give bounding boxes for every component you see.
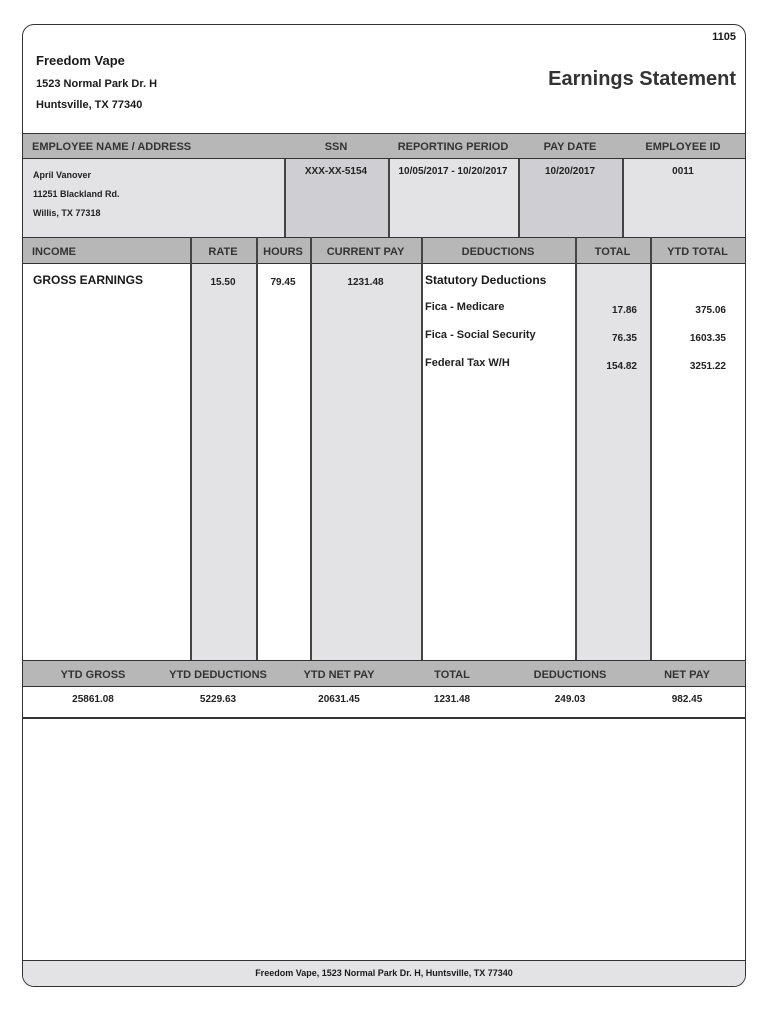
header-net-pay: NET PAY [664,669,710,681]
deduction-label: Federal Tax W/H [425,357,510,369]
deduction-label: Fica - Medicare [425,301,505,313]
header-rate: RATE [208,246,238,258]
header-ytd-total: YTD TOTAL [667,246,728,258]
header-pay-date: PAY DATE [543,141,597,153]
divider [650,237,652,660]
total-column [575,264,650,660]
company-address-line2: Huntsville, TX 77340 [36,99,143,111]
header-ytd-deductions: YTD DEDUCTIONS [169,669,267,681]
deduction-ytd: 375.06 [695,305,726,316]
net-pay-value: 982.45 [671,694,703,705]
company-name: Freedom Vape [36,53,125,68]
rate-column [190,264,256,660]
summary-deductions-value: 249.03 [554,694,586,705]
statement-title: Earnings Statement [548,68,736,90]
deduction-total: 17.86 [611,305,637,316]
deductions-section-title: Statutory Deductions [425,273,547,287]
doc-number: 1105 [712,31,736,43]
header-employee-id: EMPLOYEE ID [645,141,721,153]
deduction-ytd: 1603.35 [689,333,726,344]
header-current-pay: CURRENT PAY [326,246,405,258]
income-current-pay: 1231.48 [347,277,384,288]
income-label: GROSS EARNINGS [33,273,144,287]
divider [310,237,312,660]
divider [575,237,577,660]
header-deductions: DEDUCTIONS [461,246,535,258]
header-name-address: EMPLOYEE NAME / ADDRESS [32,141,192,153]
ytd-gross-value: 25861.08 [72,694,114,705]
header-hours: HOURS [263,246,303,258]
employee-reporting-period: 10/05/2017 - 10/20/2017 [398,166,508,177]
income-rate: 15.50 [210,277,236,288]
footer-address: Freedom Vape, 1523 Normal Park Dr. H, Huntsville, TX 77340 [255,968,513,978]
employee-address-line1: 11251 Blackland Rd. [33,189,120,199]
employee-id: 0011 [672,166,694,177]
divider [256,237,258,660]
summary-total-value: 1231.48 [433,694,471,705]
employee-address-line2: Willis, TX 77318 [33,208,101,218]
header-ssn: SSN [324,141,348,153]
header-ytd-net-pay: YTD NET PAY [303,669,375,681]
ytd-net-pay-value: 20631.45 [318,694,360,705]
company-address-line1: 1523 Normal Park Dr. H [36,78,158,90]
header-reporting-period: REPORTING PERIOD [397,141,509,153]
header-ytd-gross: YTD GROSS [60,669,126,681]
income-hours: 79.45 [270,277,296,288]
header-summary-deductions: DEDUCTIONS [533,669,607,681]
divider [190,237,192,660]
deduction-ytd: 3251.22 [689,361,726,372]
divider [421,237,423,660]
deduction-total: 76.35 [611,333,637,344]
summary-divider [23,717,745,719]
ytd-deductions-value: 5229.63 [199,694,237,705]
header-summary-total: TOTAL [434,669,470,681]
header-total: TOTAL [594,246,631,258]
header-income: INCOME [32,246,76,258]
employee-name: April Vanover [33,170,92,180]
employee-ssn: XXX-XX-5154 [304,166,368,177]
employee-pay-date: 10/20/2017 [544,166,596,177]
current-pay-column [310,264,421,660]
deduction-label: Fica - Social Security [425,329,536,341]
deduction-total: 154.82 [606,361,637,372]
